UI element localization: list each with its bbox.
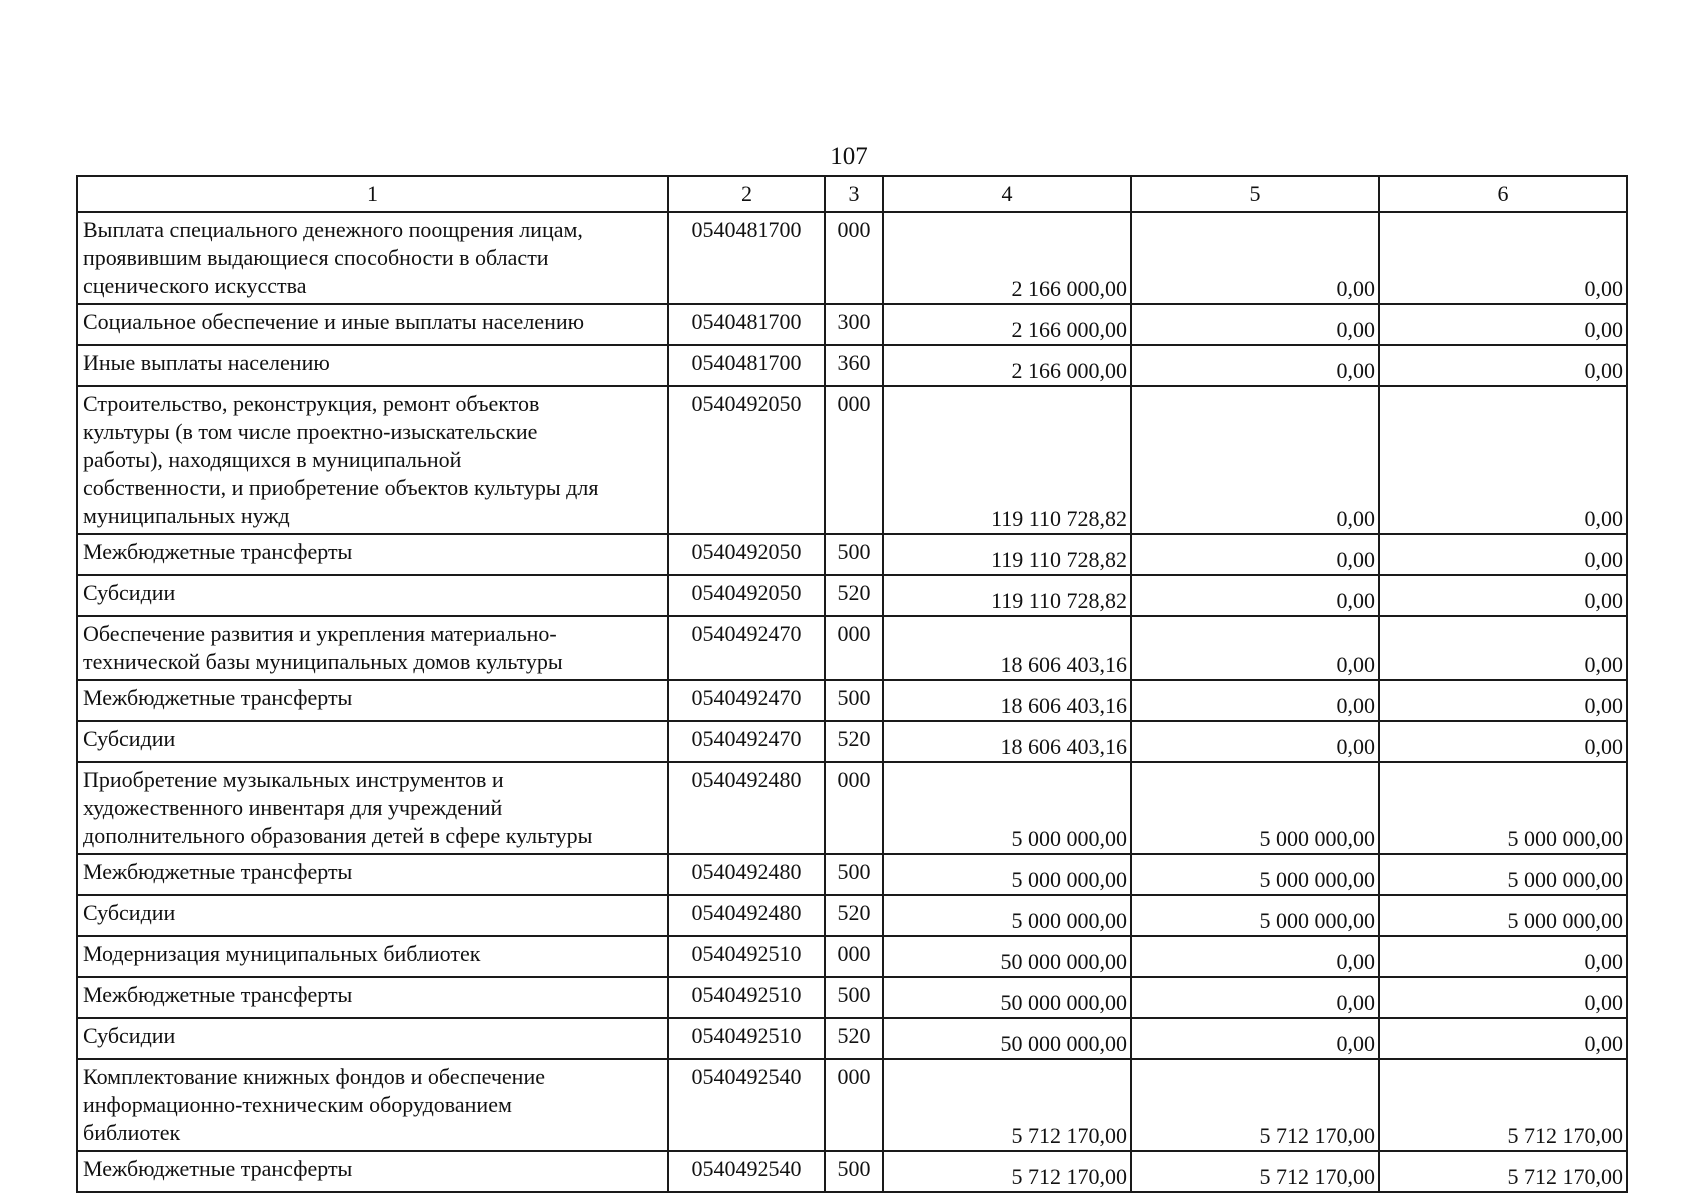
row-type-cell: 500 [825,680,883,721]
row-value-col-4: 50 000 000,00 [883,1018,1131,1059]
row-value-col-5: 0,00 [1131,616,1379,680]
row-value-col-6: 0,00 [1379,616,1627,680]
row-value-col-6: 0,00 [1379,534,1627,575]
row-value-col-4: 50 000 000,00 [883,936,1131,977]
row-value-col-4: 5 712 170,00 [883,1059,1131,1151]
row-code-cell: 0540492540 [668,1151,825,1192]
row-name-cell: Субсидии [77,575,668,616]
row-value-col-5: 0,00 [1131,534,1379,575]
table-row [77,616,1627,680]
row-value-col-4: 50 000 000,00 [883,977,1131,1018]
table-body [77,176,1627,1192]
row-value-col-5: 0,00 [1131,345,1379,386]
row-type-cell: 500 [825,977,883,1018]
row-value-col-4: 2 166 000,00 [883,304,1131,345]
row-value-col-5: 5 000 000,00 [1131,854,1379,895]
header-cell-col-3: 3 [825,176,883,212]
header-cell-col-4: 4 [883,176,1131,212]
table-row [77,1059,1627,1151]
row-name-cell: Обеспечение развития и укрепления материально- технической базы муниципальных домов культуры [77,616,668,680]
row-value-col-5: 0,00 [1131,386,1379,534]
row-value-col-5: 0,00 [1131,977,1379,1018]
row-name-cell: Межбюджетные трансферты [77,854,668,895]
row-code-cell: 0540492050 [668,534,825,575]
row-name-cell: Межбюджетные трансферты [77,1151,668,1192]
table-row [77,345,1627,386]
row-type-cell: 000 [825,386,883,534]
row-value-col-5: 5 712 170,00 [1131,1059,1379,1151]
row-value-col-6: 0,00 [1379,386,1627,534]
row-type-cell: 300 [825,304,883,345]
row-type-cell: 520 [825,721,883,762]
row-name-cell: Выплата специального денежного поощрения лицам, проявившим выдающиеся способности в области сценического искусства [77,212,668,304]
header-row [77,176,1627,212]
row-code-cell: 0540492470 [668,721,825,762]
row-value-col-6: 0,00 [1379,977,1627,1018]
row-value-col-4: 5 000 000,00 [883,895,1131,936]
row-name-cell: Строительство, реконструкция, ремонт объектов культуры (в том числе проектно-изыскательские работы), находящихся в муниципальной собственности, и приобретение объектов культуры для муниципальных нужд [77,386,668,534]
table-row [77,977,1627,1018]
row-value-col-5: 5 000 000,00 [1131,762,1379,854]
table-row [77,721,1627,762]
row-value-col-6: 5 000 000,00 [1379,762,1627,854]
table-row [77,762,1627,854]
row-value-col-4: 18 606 403,16 [883,680,1131,721]
row-code-cell: 0540492480 [668,762,825,854]
row-value-col-6: 5 000 000,00 [1379,895,1627,936]
row-value-col-5: 0,00 [1131,575,1379,616]
row-code-cell: 0540492510 [668,1018,825,1059]
row-code-cell: 0540481700 [668,212,825,304]
row-value-col-4: 18 606 403,16 [883,616,1131,680]
row-value-col-6: 0,00 [1379,212,1627,304]
row-value-col-5: 0,00 [1131,212,1379,304]
row-type-cell: 520 [825,895,883,936]
row-name-cell: Межбюджетные трансферты [77,680,668,721]
table-row [77,854,1627,895]
row-type-cell: 520 [825,1018,883,1059]
table-row [77,304,1627,345]
row-code-cell: 0540492470 [668,680,825,721]
row-type-cell: 500 [825,854,883,895]
row-value-col-5: 5 000 000,00 [1131,895,1379,936]
row-name-cell: Иные выплаты населению [77,345,668,386]
table-row [77,1018,1627,1059]
row-value-col-6: 0,00 [1379,304,1627,345]
row-type-cell: 000 [825,212,883,304]
row-type-cell: 520 [825,575,883,616]
row-value-col-6: 0,00 [1379,936,1627,977]
row-value-col-4: 5 000 000,00 [883,762,1131,854]
row-type-cell: 500 [825,1151,883,1192]
row-name-cell: Субсидии [77,721,668,762]
row-value-col-6: 0,00 [1379,575,1627,616]
row-value-col-4: 2 166 000,00 [883,212,1131,304]
row-value-col-5: 5 712 170,00 [1131,1151,1379,1192]
row-value-col-4: 5 000 000,00 [883,854,1131,895]
row-value-col-4: 5 712 170,00 [883,1151,1131,1192]
row-value-col-4: 18 606 403,16 [883,721,1131,762]
row-type-cell: 500 [825,534,883,575]
row-code-cell: 0540492540 [668,1059,825,1151]
row-code-cell: 0540492510 [668,977,825,1018]
page-number: 107 [830,143,868,170]
row-value-col-6: 5 000 000,00 [1379,854,1627,895]
row-code-cell: 0540492510 [668,936,825,977]
row-value-col-5: 0,00 [1131,721,1379,762]
row-name-cell: Приобретение музыкальных инструментов и художественного инвентаря для учреждений дополнительного образования детей в сфере культуры [77,762,668,854]
row-value-col-6: 0,00 [1379,345,1627,386]
header-cell-col-2: 2 [668,176,825,212]
row-value-col-5: 0,00 [1131,680,1379,721]
row-code-cell: 0540492480 [668,895,825,936]
row-type-cell: 000 [825,936,883,977]
row-name-cell: Межбюджетные трансферты [77,977,668,1018]
row-code-cell: 0540492050 [668,575,825,616]
row-type-cell: 000 [825,1059,883,1151]
budget-table [76,175,1628,1193]
row-code-cell: 0540492050 [668,386,825,534]
table-row [77,936,1627,977]
header-cell-col-6: 6 [1379,176,1627,212]
table-row [77,895,1627,936]
row-code-cell: 0540492480 [668,854,825,895]
row-name-cell: Модернизация муниципальных библиотек [77,936,668,977]
row-value-col-4: 119 110 728,82 [883,534,1131,575]
row-value-col-4: 2 166 000,00 [883,345,1131,386]
row-value-col-6: 0,00 [1379,680,1627,721]
row-value-col-6: 0,00 [1379,721,1627,762]
row-name-cell: Комплектование книжных фондов и обеспечение информационно-техническим оборудованием библиотек [77,1059,668,1151]
row-value-col-5: 0,00 [1131,304,1379,345]
table-row [77,386,1627,534]
row-value-col-6: 0,00 [1379,1018,1627,1059]
row-value-col-4: 119 110 728,82 [883,386,1131,534]
row-code-cell: 0540481700 [668,304,825,345]
header-cell-col-1: 1 [77,176,668,212]
row-value-col-6: 5 712 170,00 [1379,1151,1627,1192]
row-value-col-5: 0,00 [1131,1018,1379,1059]
row-name-cell: Субсидии [77,895,668,936]
table-row [77,575,1627,616]
row-name-cell: Субсидии [77,1018,668,1059]
row-value-col-5: 0,00 [1131,936,1379,977]
row-name-cell: Социальное обеспечение и иные выплаты населению [77,304,668,345]
table-row [77,680,1627,721]
header-cell-col-5: 5 [1131,176,1379,212]
row-type-cell: 000 [825,616,883,680]
table-row [77,534,1627,575]
row-code-cell: 0540481700 [668,345,825,386]
row-name-cell: Межбюджетные трансферты [77,534,668,575]
row-value-col-4: 119 110 728,82 [883,575,1131,616]
row-type-cell: 000 [825,762,883,854]
row-code-cell: 0540492470 [668,616,825,680]
table-row [77,1151,1627,1192]
table-row [77,212,1627,304]
row-value-col-6: 5 712 170,00 [1379,1059,1627,1151]
row-type-cell: 360 [825,345,883,386]
